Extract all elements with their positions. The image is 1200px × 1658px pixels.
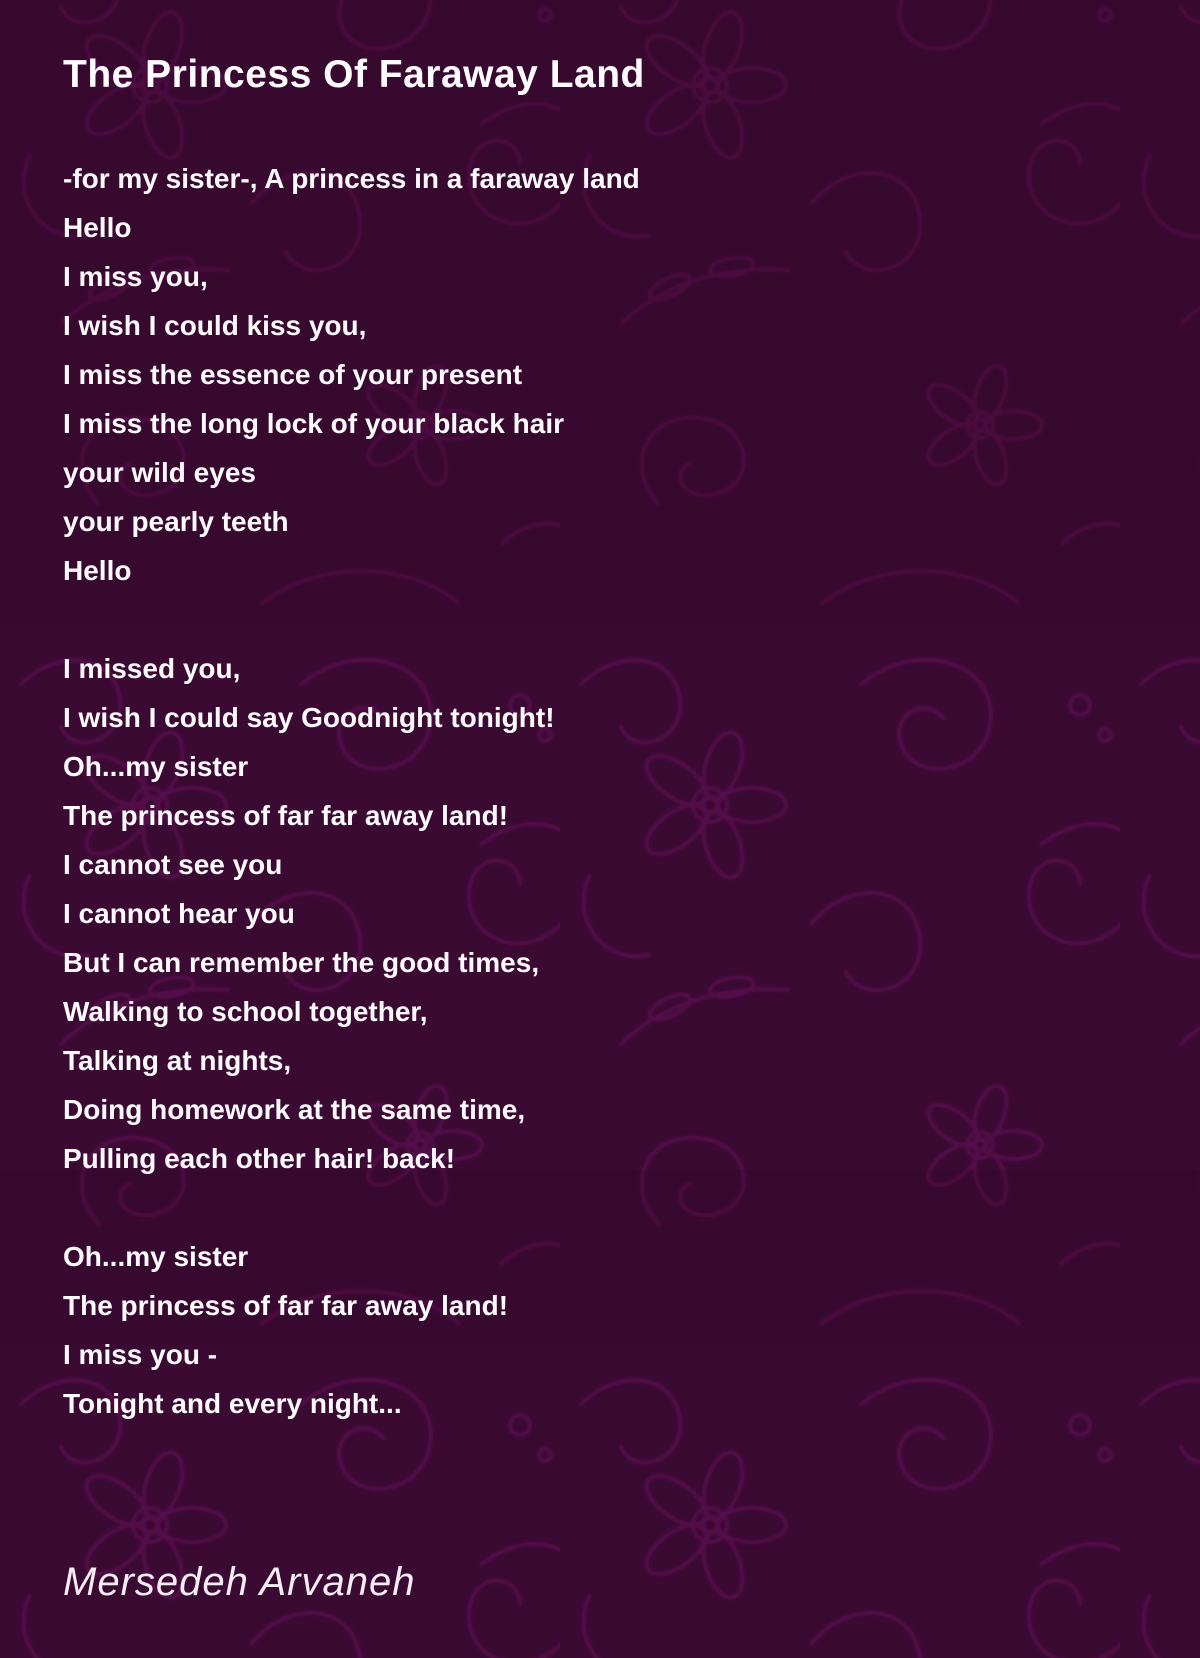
poem-line: I miss you, xyxy=(63,261,208,292)
poem-author: Mersedeh Arvaneh xyxy=(63,1560,416,1604)
poem-line: The princess of far far away land! xyxy=(63,1290,509,1321)
poem-line: I miss the essence of your present xyxy=(63,359,523,390)
poem-line: But I can remember the good times, xyxy=(63,947,540,978)
poem-line: I wish I could say Goodnight tonight! xyxy=(63,702,555,733)
poem-line: Walking to school together, xyxy=(63,996,428,1027)
poem-line: Hello xyxy=(63,212,132,243)
poem-line: The princess of far far away land! xyxy=(63,800,509,831)
poem-line: I miss you - xyxy=(63,1339,218,1370)
poem-line: I wish I could kiss you, xyxy=(63,310,367,341)
poem-line: I cannot see you xyxy=(63,849,283,880)
poem-line: -for my sister-, A princess in a faraway land xyxy=(63,163,640,194)
poem-stanza-1 xyxy=(63,154,1160,595)
poem-line: I cannot hear you xyxy=(63,898,295,929)
poem-line: Oh...my sister xyxy=(63,751,249,782)
poem-stanza-3 xyxy=(63,1232,1160,1428)
poem-line: I missed you, xyxy=(63,653,241,684)
poem-line: your pearly teeth xyxy=(63,506,289,537)
poem-line: I miss the long lock of your black hair xyxy=(63,408,565,439)
poem-line: your wild eyes xyxy=(63,457,256,488)
poem-line: Oh...my sister xyxy=(63,1241,249,1272)
poem-line: Hello xyxy=(63,555,132,586)
poem-line: Tonight and every night... xyxy=(63,1388,402,1419)
poem-line: Pulling each other hair! back! xyxy=(63,1143,456,1174)
poem-stanza-2 xyxy=(63,644,1160,1183)
poem-line: Doing homework at the same time, xyxy=(63,1094,526,1125)
poem-content xyxy=(0,52,1200,1605)
poem-line: Talking at nights, xyxy=(63,1045,292,1076)
poem-title: The Princess Of Faraway Land xyxy=(63,53,645,96)
